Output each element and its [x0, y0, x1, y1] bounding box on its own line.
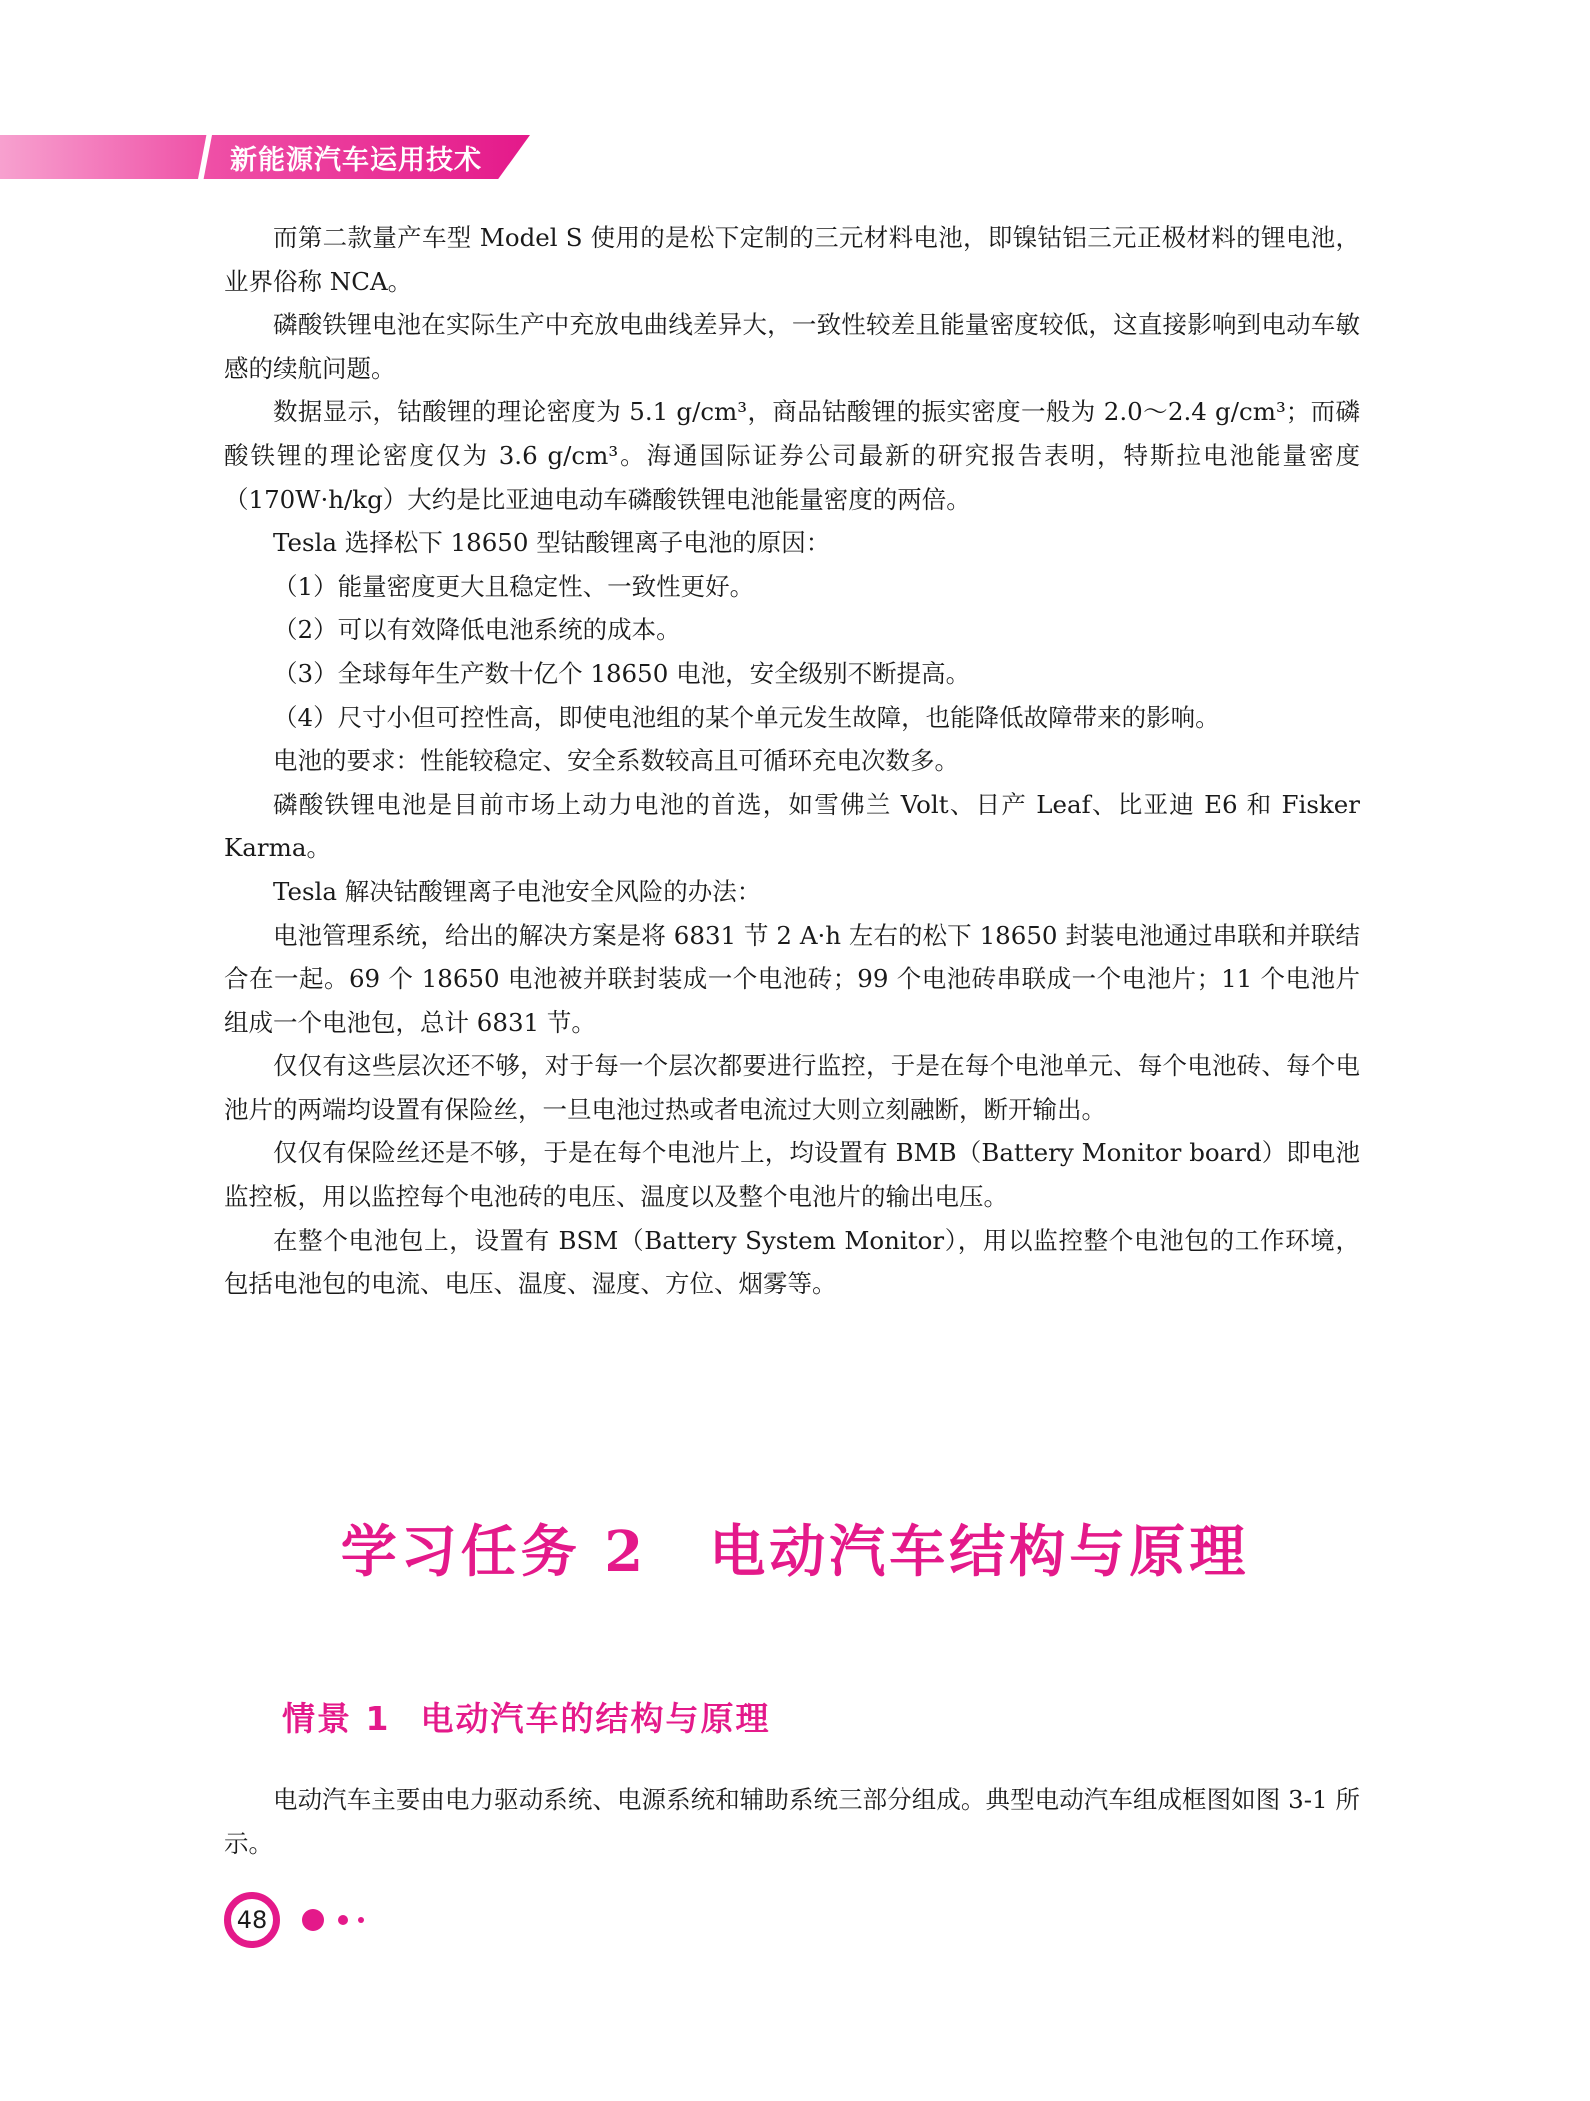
list-item: （1）能量密度更大且稳定性、一致性更好。	[273, 571, 755, 601]
list-item: （3）全球每年生产数十亿个 18650 电池，安全级别不断提高。	[273, 658, 971, 688]
section-task-title: 电动汽车结构与原理	[709, 1519, 1250, 1585]
paragraph: Tesla 选择松下 18650 型钴酸锂离子电池的原因：	[273, 528, 831, 558]
list-item: （2）可以有效降低电池系统的成本。	[273, 615, 681, 645]
paragraph: 而第二款量产车型 Model S 使用的是松下定制的三元材料电池，即镍钴铝三元正极材料的锂电池，业界俗称 NCA。	[224, 223, 1360, 296]
paragraph: 在整个电池包上，设置有 BSM（Battery System Monitor），用以监控整个电池包的工作环境，包括电池包的电流、电压、温度、湿度、方位、烟雾等。	[224, 1225, 1360, 1299]
scene-label: 情景 1	[282, 1699, 391, 1738]
paragraph: 仅仅有保险丝还是不够，于是在每个电池片上，均设置有 BMB（Battery Monitor board）即电池监控板，用以监控每个电池砖的电压、温度以及整个电池片的输出电压。	[224, 1138, 1360, 1212]
paragraph: 电池的要求：性能较稳定、安全系数较高且可循环充电次数多。	[273, 746, 959, 776]
subsection-title	[282, 1693, 770, 1740]
decorative-dot-icon	[338, 1915, 348, 1925]
list-item: （4）尺寸小但可控性高，即使电池组的某个单元发生故障，也能降低故障带来的影响。	[273, 702, 1220, 732]
scene-title: 电动汽车的结构与原理	[420, 1699, 771, 1738]
body-text	[224, 216, 1360, 1306]
paragraph: 电池管理系统，给出的解决方案是将 6831 节 2 A·h 左右的松下 18650 封装电池通过串联和并联结合在一起。69 个 18650 电池被并联封装成一个电池砖；99 个电池砖串联成一个电池片；11 个电池片组成一个电池包，总计 6831 节。	[224, 920, 1360, 1037]
decorative-dot-icon	[358, 1917, 364, 1923]
paragraph: Tesla 解决钴酸锂离子电池安全风险的办法：	[273, 876, 762, 906]
paragraph: 数据显示，钴酸锂的理论密度为 5.1 g/cm³，商品钴酸锂的振实密度一般为 2.0～2.4 g/cm³；而磷酸铁锂的理论密度仅为 3.6 g/cm³。海通国际证券公司最新的研究报告表明，特斯拉电池能量密度（170W·h/kg）大约是比亚迪电动车磷酸铁锂电池能量密度的两倍。	[224, 397, 1360, 514]
section-title	[0, 1508, 1590, 1588]
paragraph: 磷酸铁锂电池是目前市场上动力电池的首选，如雪佛兰 Volt、日产 Leaf、比亚迪 E6 和 Fisker Karma。	[224, 789, 1360, 863]
page-number-badge	[224, 1892, 280, 1948]
intro-text	[224, 1778, 1360, 1865]
paragraph: 电动汽车主要由电力驱动系统、电源系统和辅助系统三部分组成。典型电动汽车组成框图如图 3-1 所示。	[224, 1785, 1360, 1858]
paragraph: 磷酸铁锂电池在实际生产中充放电曲线差异大，一致性较差且能量密度较低，这直接影响到电动车敏感的续航问题。	[224, 310, 1360, 383]
book-title: 新能源汽车运用技术	[230, 145, 482, 176]
section-task-label: 学习任务 2	[340, 1519, 648, 1585]
page-number: 48	[236, 1906, 268, 1934]
decorative-dot-icon	[302, 1909, 324, 1931]
paragraph: 仅仅有这些层次还不够，对于每一个层次都要进行监控，于是在每个电池单元、每个电池砖、每个电池片的两端均设置有保险丝，一旦电池过热或者电流过大则立刻融断，断开输出。	[224, 1051, 1360, 1124]
